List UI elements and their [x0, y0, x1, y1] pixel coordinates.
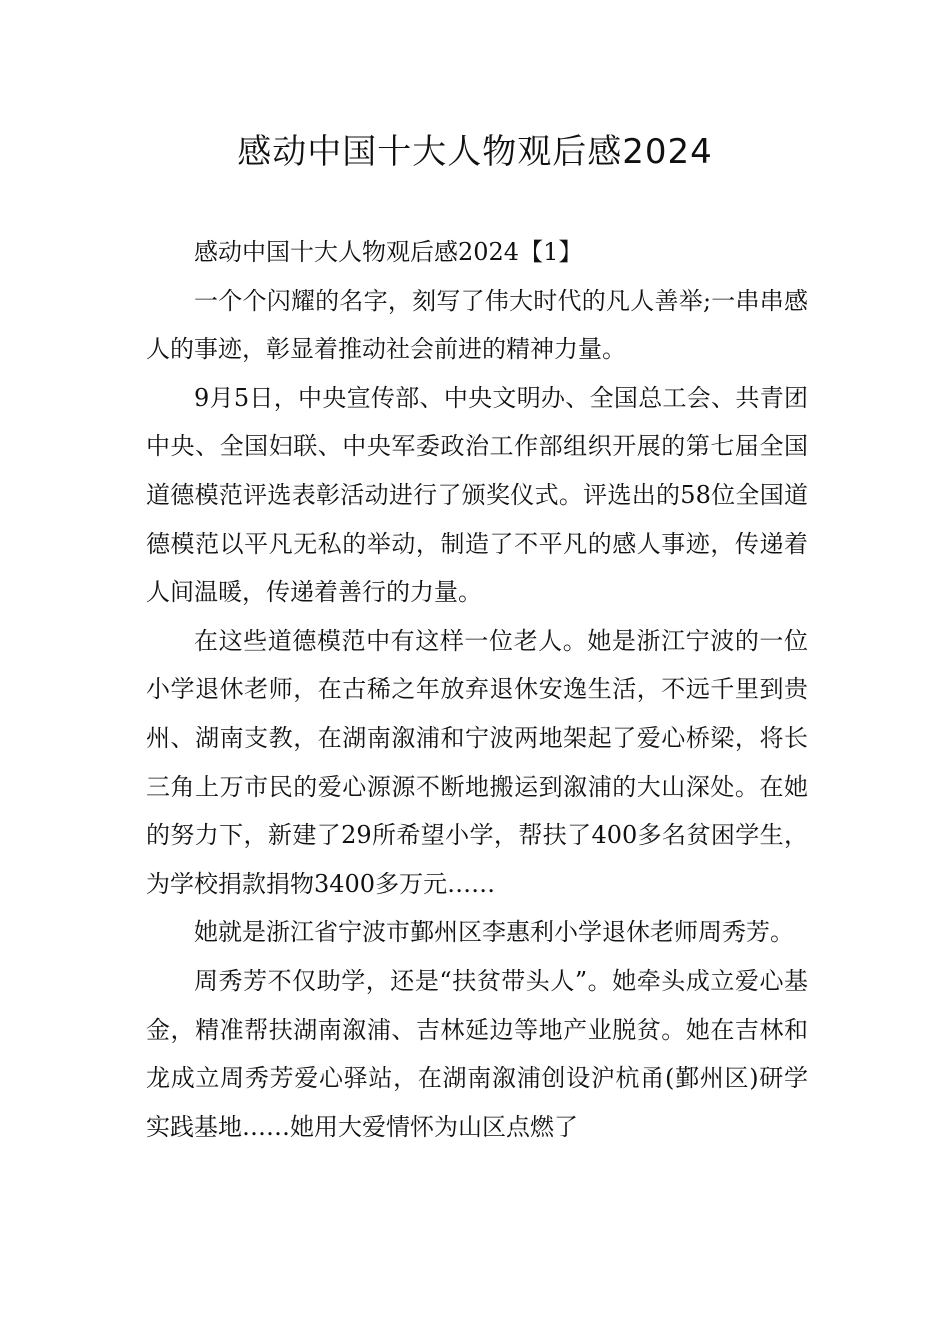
paragraph: 周秀芳不仅助学，还是“扶贫带头人”。她牵头成立爱心基金，精准帮扶湖南溆浦、吉林延边等地产业脱贫。她在吉林和龙成立周秀芳爱心驿站，在湖南溆浦创设沪杭甬(鄞州区)研学实践基地……她用大爱情怀为山区点燃了	[146, 966, 808, 1141]
paragraph: 9月5日，中央宣传部、中央文明办、全国总工会、共青团中央、全国妇联、中央军委政治工作部组织开展的第七届全国道德模范评选表彰活动进行了颁奖仪式。评选出的58位全国道德模范以平凡无私的举动，制造了不平凡的感人事迹，传递着人间温暖，传递着善行的力量。	[146, 383, 808, 607]
paragraph: 她就是浙江省宁波市鄞州区李惠利小学退休老师周秀芳。	[194, 918, 794, 947]
paragraph: 在这些道德模范中有这样一位老人。她是浙江宁波的一位小学退休老师，在古稀之年放弃退休安逸生活，不远千里到贵州、湖南支教，在湖南溆浦和宁波两地架起了爱心桥梁，将长三角上万市民的爱心源源不断地搬运到溆浦的大山深处。在她的努力下，新建了29所希望小学，帮扶了400多名贫困学生，为学校捐款捐物3400多万元……	[146, 626, 808, 898]
paragraph-subtitle: 感动中国十大人物观后感2024【1】	[194, 238, 583, 266]
document-body	[146, 228, 808, 1151]
paragraph: 一个个闪耀的名字，刻写了伟大时代的凡人善举;一串串感人的事迹，彰显着推动社会前进的精神力量。	[146, 286, 808, 364]
page-title: 感动中国十大人物观后感2024	[237, 132, 713, 172]
